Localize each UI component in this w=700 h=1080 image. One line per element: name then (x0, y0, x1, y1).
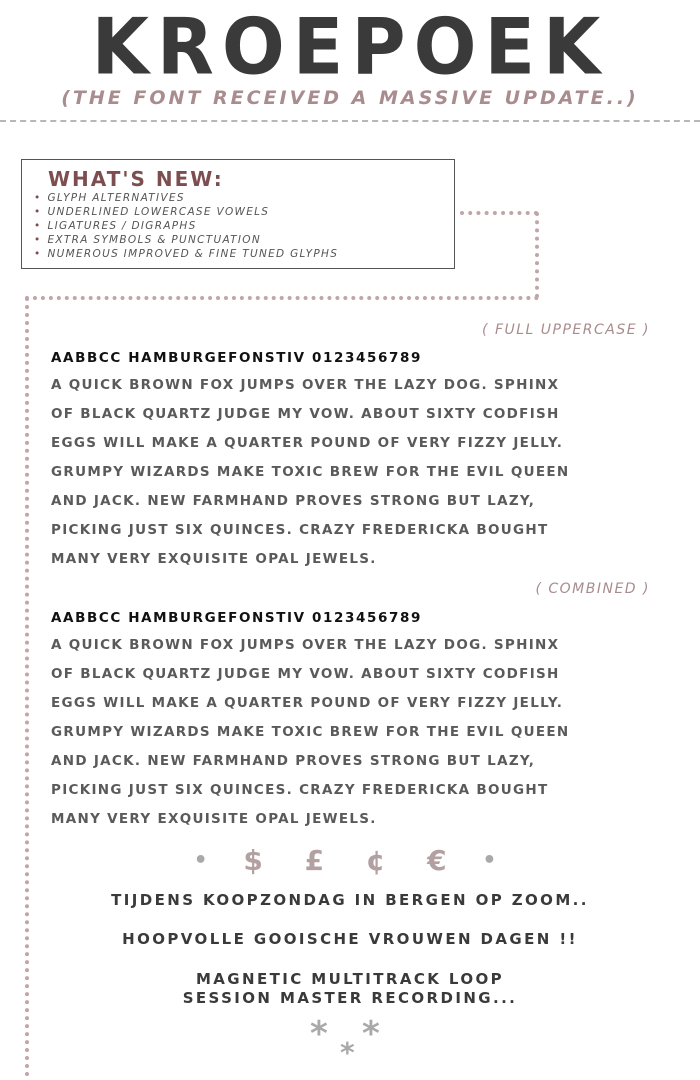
paragraph-line: GRUMPY WIZARDS MAKE TOXIC BREW FOR THE EVIL QUEEN (51, 464, 570, 480)
dotted-connector (535, 212, 539, 298)
euro-symbol: € (427, 844, 457, 877)
paragraph-line: MANY VERY EXQUISITE OPAL JEWELS. (51, 551, 377, 567)
section-label-combined: ( COMBINED ) (535, 581, 650, 597)
paragraph-line: GRUMPY WIZARDS MAKE TOXIC BREW FOR THE EVIL QUEEN (51, 724, 570, 740)
pound-symbol: £ (304, 844, 335, 877)
header-divider (0, 120, 700, 122)
paragraph-line: EGGS WILL MAKE A QUARTER POUND OF VERY FIZZY JELLY. (51, 695, 564, 711)
paragraph-line: AND JACK. NEW FARMHAND PROVES STRONG BUT LAZY, (51, 753, 536, 769)
list-item: • UNDERLINED LOWERCASE VOWELS (34, 206, 270, 218)
paragraph-line: PICKING JUST SIX QUINCES. CRAZY FREDERICKA BOUGHT (51, 522, 549, 538)
alphabet-sample: AABBCC HAMBURGEFONSTIV 0123456789 (51, 610, 422, 626)
paragraph-line: AND JACK. NEW FARMHAND PROVES STRONG BUT LAZY, (51, 493, 536, 509)
paragraph-line: A QUICK BROWN FOX JUMPS OVER THE LAZY DOG. SPHINX (51, 377, 560, 393)
sample-line: MAGNETIC MULTITRACK LOOP (195, 970, 505, 988)
dotted-connector (25, 297, 29, 1077)
whats-new-title: WHAT'S NEW: (48, 167, 224, 191)
font-title: KROEPOEK (91, 1, 609, 93)
list-item: • EXTRA SYMBOLS & PUNCTUATION (34, 234, 261, 246)
currency-symbols-row (0, 843, 700, 879)
bullet-icon: • (34, 192, 42, 204)
dotted-connector (460, 211, 538, 215)
list-item: • GLYPH ALTERNATIVES (34, 192, 185, 204)
bullet-icon: • (34, 206, 42, 218)
list-item: • NUMEROUS IMPROVED & FINE TUNED GLYPHS (34, 248, 339, 260)
sample-line: HOOPVOLLE GOOISCHE VROUWEN DAGEN !! (122, 930, 578, 948)
whats-new-list (34, 191, 338, 261)
bullet-icon: • (34, 234, 42, 246)
sample-line: TIJDENS KOOPZONDAG IN BERGEN OP ZOOM.. (111, 891, 589, 909)
paragraph-line: EGGS WILL MAKE A QUARTER POUND OF VERY FIZZY JELLY. (51, 435, 564, 451)
paragraph-line: MANY VERY EXQUISITE OPAL JEWELS. (51, 811, 377, 827)
star-icon: * (310, 1014, 328, 1054)
star-icon: * (362, 1014, 380, 1054)
pangram-paragraph (51, 371, 661, 574)
bullet-icon: • (34, 220, 42, 232)
paragraph-line: PICKING JUST SIX QUINCES. CRAZY FREDERICKA BOUGHT (51, 782, 549, 798)
whats-new-box (21, 159, 455, 269)
paragraph-line: OF BLACK QUARTZ JUDGE MY VOW. ABOUT SIXTY CODFISH (51, 666, 560, 682)
star-icon: * (340, 1036, 355, 1069)
paragraph-line: A QUICK BROWN FOX JUMPS OVER THE LAZY DOG. SPHINX (51, 637, 560, 653)
bullet-icon: • (193, 848, 218, 873)
font-subtitle: (THE FONT RECEIVED A MASSIVE UPDATE..) (61, 87, 639, 109)
pangram-paragraph (51, 631, 661, 834)
bullet-icon: • (34, 248, 42, 260)
list-item: • LIGATURES / DIGRAPHS (34, 220, 197, 232)
cent-symbol: ¢ (365, 844, 396, 877)
paragraph-line: OF BLACK QUARTZ JUDGE MY VOW. ABOUT SIXTY CODFISH (51, 406, 560, 422)
section-label-full-uppercase: ( FULL UPPERCASE ) (482, 322, 650, 338)
sample-line: SESSION MASTER RECORDING... (182, 989, 518, 1007)
dotted-connector (25, 296, 539, 300)
alphabet-sample: AABBCC HAMBURGEFONSTIV 0123456789 (51, 350, 422, 366)
bullet-icon: • (482, 848, 507, 873)
dollar-symbol: $ (243, 844, 273, 877)
